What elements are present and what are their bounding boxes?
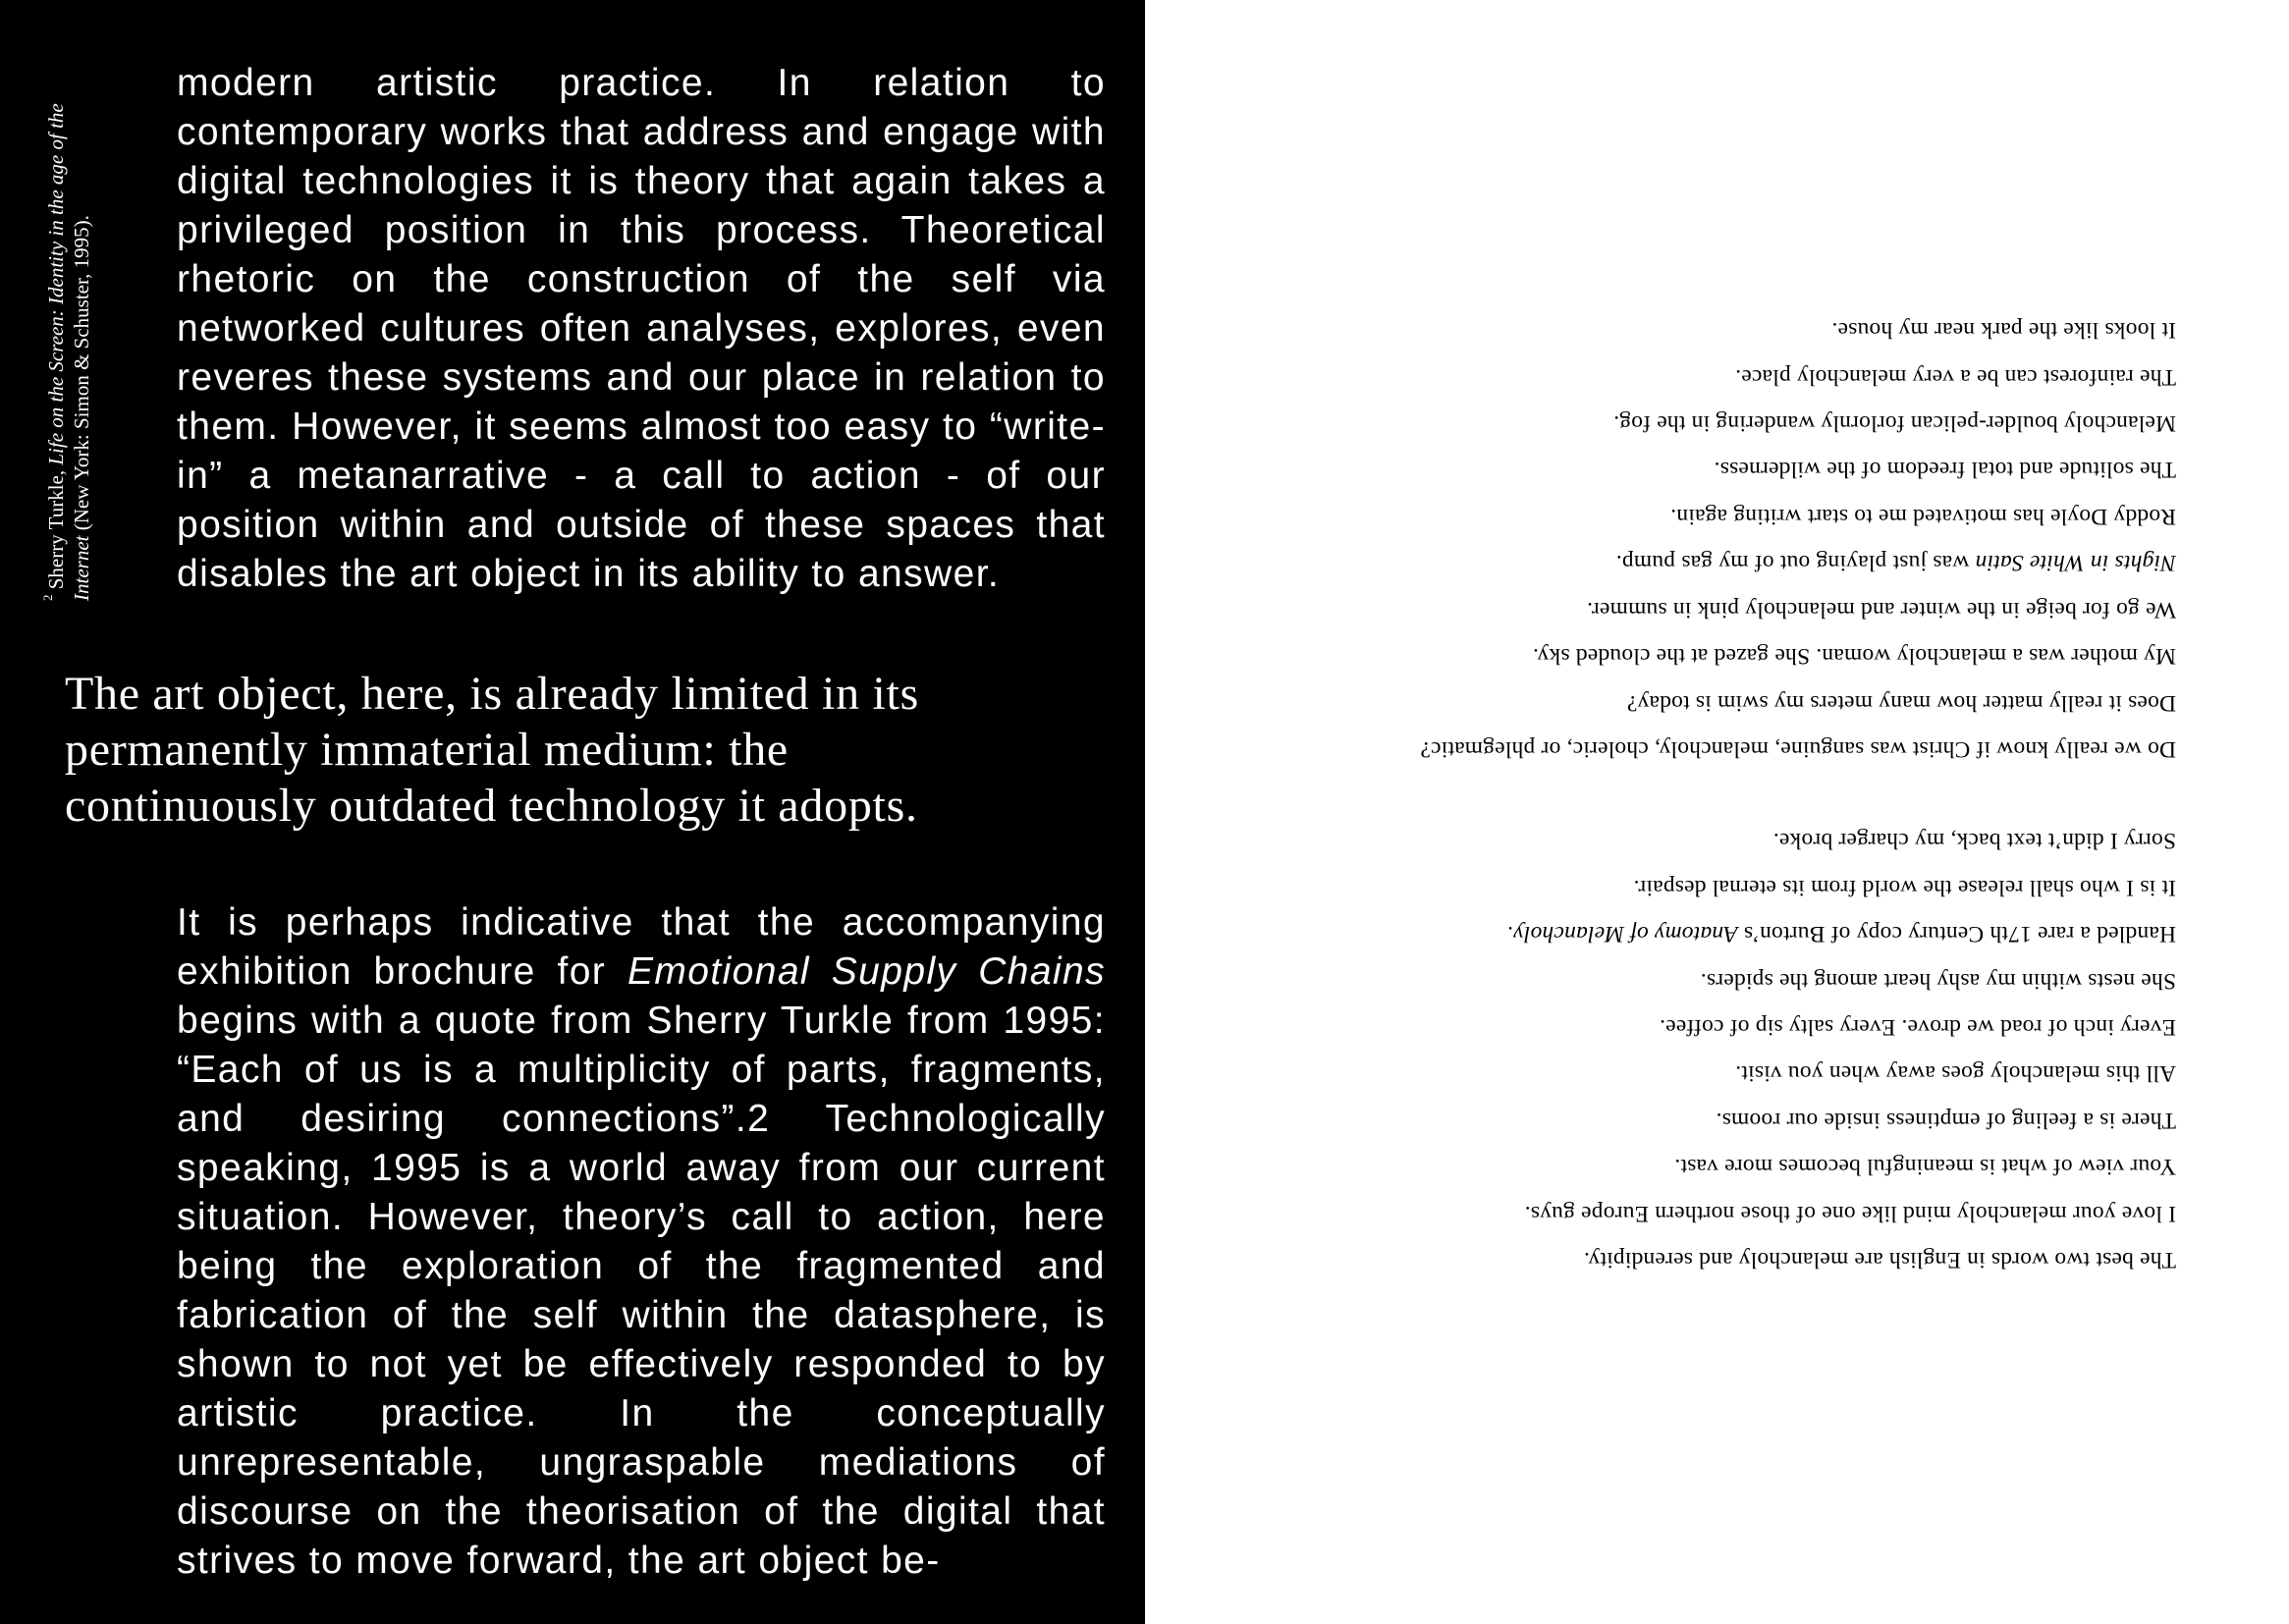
text-line: We go for beige in the winter and melancholy pink in summer.	[1586, 596, 2176, 623]
footnote-book-title: Life on the Screen: Identity in the age of the Internet	[44, 103, 93, 601]
text-line: My mother was a melancholy woman. She gazed at the clouded sky.	[1532, 643, 2176, 670]
text-line	[1292, 910, 2176, 956]
paragraph-2-text-start: It is perhaps indicative that the accompanying exhibition brochure for	[177, 901, 1106, 993]
footnote	[35, 71, 120, 601]
italic-title: Nights in White Satin	[1975, 550, 2176, 576]
line-block-2	[1292, 306, 2176, 772]
text-line: Melancholy boulder-pelican forlornly wandering in the fog.	[1613, 410, 2176, 437]
text-line: I love your melancholy mind like one of those northern Europe guys.	[1524, 1200, 2176, 1226]
italic-title: Anatomy of Melancholy	[1513, 921, 1738, 947]
text-line	[1292, 539, 2176, 585]
exhibition-title: Emotional Supply Chains	[627, 950, 1106, 993]
text-line: The rainforest can be a very melancholy place.	[1735, 363, 2176, 390]
text-line: Sorry I didn’t text back, my charger broke.	[1772, 828, 2176, 854]
text-line: The best two words in English are melancholy and serendipity.	[1583, 1247, 2176, 1272]
text-line: It is I who shall release the world from its eternal despair.	[1633, 874, 2176, 900]
text-line: It looks like the park near my house.	[1831, 317, 2176, 344]
paragraph-2-text-end: begins with a quote from Sherry Turkle from 1995: “Each of us is a multiplicity of parts, fragments, and desiring connections”.2 Technologically speaking, 1995 is a world away from our current situation. However, theory’s call to action, here being the exploration of the fragmented and fabrication of the self within the datasphere, is shown to not yet be effectively responded to by artistic practice. In the conceptually unrepresentable, ungraspable mediations of discourse on the theorisation of the digital that strives to move forward, the art object be-	[177, 1000, 1106, 1582]
footnote-author: Sherry Turkle,	[44, 464, 68, 595]
inverted-text-list	[1292, 317, 2176, 1306]
text-line: All this melancholy goes away when you visit.	[1735, 1060, 2176, 1087]
text-line: She nests within my ashy heart among the spiders.	[1700, 967, 2176, 994]
line-fragment: was just playing out of my gas pump.	[1615, 550, 1976, 576]
line-fragment: .	[1506, 921, 1514, 947]
text-line: Do we really know if Christ was sanguine, melancholy, choleric, or phlegmatic?	[1420, 735, 2176, 762]
body-paragraph-1: modern artistic practice. In relation to contemporary works that address and engage with digital technologies it is theory that again takes a privileged position in this process. Theoretical rhetoric on the construction of the self via networked cultures often analyses, explores, even reveres these systems and our place in relation to them. However, it seems almost too easy to “write-in” a metanarrative - a call to action - of our position within and outside of these spaces that disables the art object in its ability to answer.	[177, 62, 1106, 595]
right-page	[1145, 0, 2289, 1624]
text-line: There is a feeling of emptiness inside our rooms.	[1716, 1107, 2176, 1133]
footnote-number: 2	[40, 594, 55, 601]
pull-quote: The art object, here, is already limited in its permanently immaterial medium: the continuously outdated technology it adopts.	[65, 668, 919, 832]
footnote-publication: (New York: Simon & Schuster, 1995).	[70, 215, 93, 536]
line-block-1	[1292, 817, 2176, 1282]
line-fragment: Handled a rare 17th Century copy of Burton’s	[1737, 921, 2176, 947]
text-line: Roddy Doyle has motivated me to start writing again.	[1670, 503, 2176, 529]
text-line: Every inch of road we drove. Every salty sip of coffee.	[1659, 1013, 2176, 1040]
text-line: Does it really matter how many meters my swim is today?	[1626, 689, 2176, 716]
text-line: The solitude and total freedom of the wilderness.	[1714, 457, 2176, 483]
text-line: Your view of what is meaningful becomes more vast.	[1674, 1154, 2176, 1180]
body-paragraph-2	[177, 898, 1106, 1586]
